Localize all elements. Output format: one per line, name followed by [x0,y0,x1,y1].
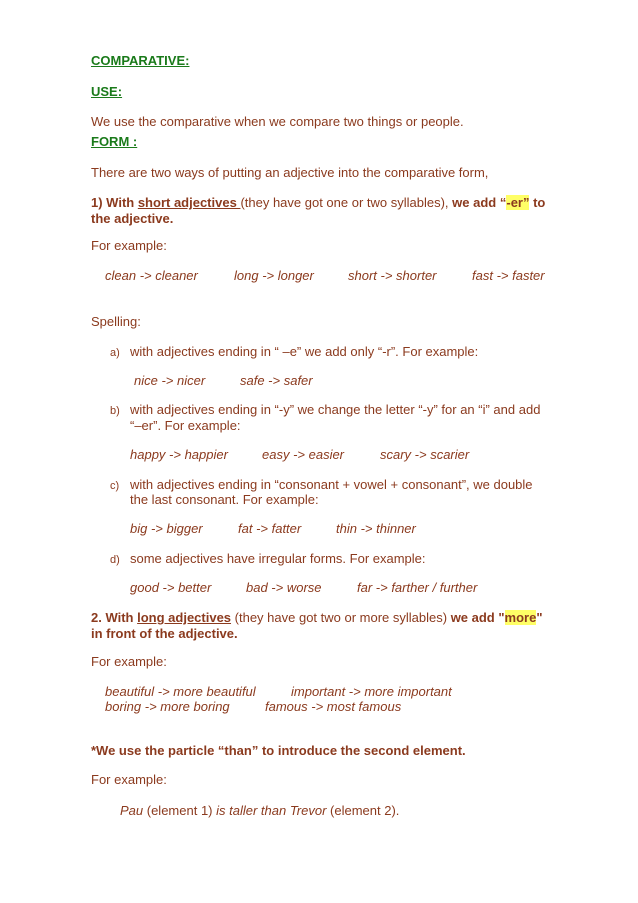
example2-boring: boring -> more boring [105,699,230,714]
spelling-a-text: with adjectives ending in “ –e” we add only “-r”. For example: [130,344,479,359]
form-text: There are two ways of putting an adjective into the comparative form, [91,165,489,180]
rule2-num: 2. With [91,610,138,625]
example-b-scary: scary -> scarier [380,447,470,462]
rule1-num: 1) With [91,195,138,210]
heading-use: USE: [91,84,123,99]
rule1-term: short adjectives [137,195,241,210]
rule2-highlight: more [504,610,537,625]
heading-form: FORM : [91,134,138,149]
final-subject: Pau [120,803,144,818]
example-d-bad: bad -> worse [246,580,322,595]
marker-a: a) [110,347,120,359]
final-phrase: is taller than Trevor [216,803,327,818]
example1-fast: fast -> faster [472,268,545,283]
example-c-thin: thin -> thinner [336,521,416,536]
example-b-easy: easy -> easier [262,447,345,462]
example-a-safe: safe -> safer [240,373,313,388]
spelling-label: Spelling: [91,314,141,329]
rule2-mid: (they have got two or more syllables) [231,610,451,625]
rule1-line2: the adjective. [91,211,174,226]
final-el2: (element 2). [326,803,400,818]
example-c-big: big -> bigger [130,521,203,536]
spelling-b-line1: with adjectives ending in “-y” we change the letter “-y” for an “i” and add [130,402,541,417]
example-label-2: For example: [91,654,167,669]
rule1-bold-pre: we add “ [452,195,507,210]
rule2-bold-post: " [536,610,543,625]
marker-b: b) [110,405,120,417]
spelling-b-line2: “–er”. For example: [130,418,241,433]
rule2-line2: in front of the adjective. [91,626,238,641]
example-label-1: For example: [91,238,167,253]
rule2-term: long adjectives [137,610,232,625]
example-d-far: far -> farther / further [357,580,478,595]
spelling-c-line2: the last consonant. For example: [130,492,319,507]
use-text: We use the comparative when we compare two things or people. [91,114,464,129]
example-c-fat: fat -> fatter [238,521,302,536]
rule1-bold-post: to [529,195,546,210]
rule2-bold-pre: we add " [450,610,505,625]
example2-famous: famous -> most famous [265,699,402,714]
rule2-line1 [91,610,543,626]
marker-c: c) [110,480,120,492]
example2-beautiful: beautiful -> more beautiful [105,684,256,699]
example1-short: short -> shorter [348,268,437,283]
final-el1: (element 1) [143,803,217,818]
example-d-good: good -> better [130,580,212,595]
rule1-line1 [91,195,545,211]
heading-comparative: COMPARATIVE: [91,53,190,68]
marker-d: d) [110,554,120,566]
example-label-3: For example: [91,772,167,787]
example1-long: long -> longer [234,268,314,283]
final-example [120,803,399,819]
spelling-d-text: some adjectives have irregular forms. For example: [130,551,426,566]
example-a-nice: nice -> nicer [134,373,206,388]
than-rule: *We use the particle “than” to introduce the second element. [91,743,466,758]
rule1-mid: (they have got one or two syllables), [240,195,453,210]
example-b-happy: happy -> happier [130,447,228,462]
example1-clean: clean -> cleaner [105,268,198,283]
rule1-highlight: -er” [506,195,530,210]
spelling-c-line1: with adjectives ending in “consonant + vowel + consonant”, we double [130,477,533,492]
example2-important: important -> more important [291,684,452,699]
